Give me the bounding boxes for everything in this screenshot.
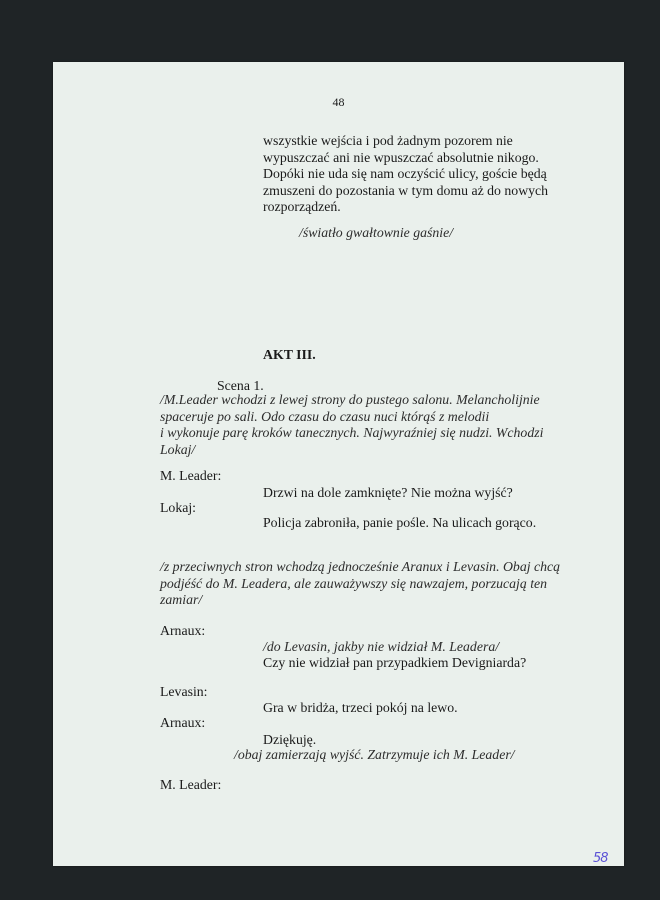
- stage-direction-exit: /obaj zamierzają wyjść. Zatrzymuje ich M. Leader/: [234, 747, 515, 762]
- speaker-leader: M. Leader:: [160, 777, 222, 792]
- archive-handwritten-mark: 58: [593, 851, 608, 866]
- dialogue-line: Czy nie widział pan przypadkiem Devigniarda?: [263, 655, 527, 670]
- document-page: [53, 62, 624, 866]
- paragraph-line: Dopóki nie uda się nam oczyścić ulicy, goście będą: [263, 166, 547, 182]
- dialogue-line: Dziękuję.: [263, 732, 317, 747]
- direction-line: /z przeciwnych stron wchodzą jednocześnie Aranux i Levasin. Obaj chcą: [160, 559, 561, 574]
- entrance-stage-direction: [160, 559, 560, 609]
- scene-stage-direction: [160, 392, 543, 458]
- opening-paragraph: [263, 133, 593, 216]
- dialogue-line: Drzwi na dole zamknięte? Nie można wyjść?: [263, 485, 513, 500]
- scene-title: Scena 1.: [217, 378, 264, 393]
- dialogue-line: Gra w bridża, trzeci pokój na lewo.: [263, 700, 458, 715]
- act-title: AKT III.: [263, 347, 316, 362]
- paragraph-line: wszystkie wejścia i pod żadnym pozorem nie: [263, 133, 513, 148]
- speaker-levasin: Levasin:: [160, 684, 208, 699]
- paragraph-line: wypuszczać ani nie wpuszczać absolutnie nikogo.: [263, 149, 539, 165]
- dialogue-line: Policja zabroniła, panie pośle. Na ulicach gorąco.: [263, 515, 537, 530]
- direction-line: podjéść do M. Leadera, ale zauważywszy się nawzajem, porzucają ten: [160, 575, 548, 591]
- speaker-lokaj: Lokaj:: [160, 500, 197, 515]
- direction-line: i wykonuje parę kroków tanecznych. Najwyraźniej się nudzi. Wchodzi: [160, 425, 544, 441]
- paragraph-line: rozporządzeń.: [263, 199, 341, 215]
- speaker-leader: M. Leader:: [160, 468, 222, 483]
- direction-line: Lokaj/: [160, 441, 196, 457]
- direction-line: zamiar/: [160, 592, 203, 608]
- stage-direction-inline: /do Levasin, jakby nie widział M. Leadera/: [263, 639, 500, 654]
- direction-line: spaceruje po sali. Odo czasu do czasu nuci którąś z melodii: [160, 408, 490, 424]
- direction-line: /M.Leader wchodzi z lewej strony do pustego salonu. Melancholijnie: [160, 392, 540, 407]
- speaker-arnaux: Arnaux:: [160, 715, 206, 730]
- speaker-arnaux: Arnaux:: [160, 623, 206, 638]
- stage-direction-lights: /światło gwałtownie gaśnie/: [299, 225, 454, 240]
- paragraph-line: zmuszeni do pozostania w tym domu aż do nowych: [263, 182, 549, 198]
- page-number: 48: [332, 95, 345, 109]
